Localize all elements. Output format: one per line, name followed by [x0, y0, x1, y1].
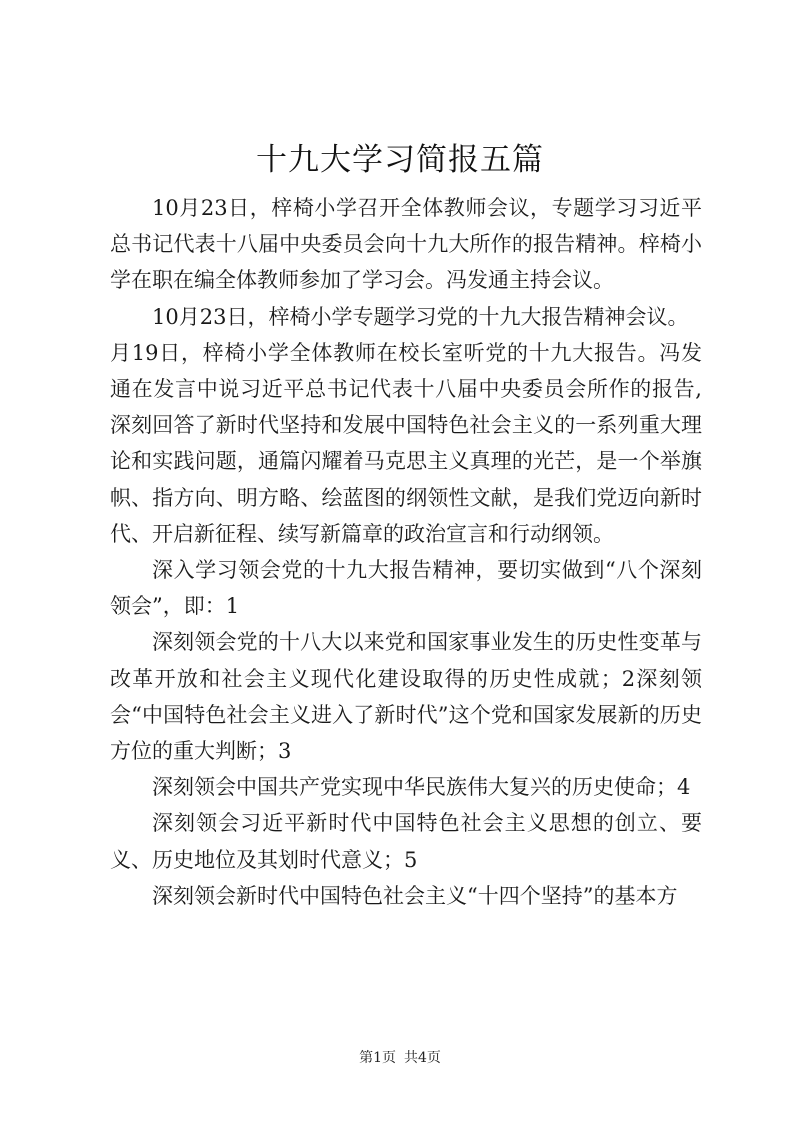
page-footer: [0, 1048, 800, 1068]
paragraph: 深刻领会党的十八大以来党和国家事业发生的历史性变革与改革开放和社会主义现代化建设取得的历史性成就；2深刻领会“中国特色社会主义进入了新时代”这个党和国家发展新的历史方位的重大判断；3: [110, 630, 702, 764]
paragraph: 月19日，梓椅小学全体教师在校长室听党的十九大报告。冯发通在发言中说习近平总书记代表十八届中央委员会所作的报告,深刻回答了新时代坚持和发展中国特色社会主义的一系列重大理论和实践问题，通篇闪耀着马克思主义真理的光芒，是一个举旗帜、指方向、明方略、绘蓝图的纲领性文献，是我们党迈向新时代、开启新征程、续写新篇章的政治宣言和行动纲领。: [110, 340, 702, 546]
page-number: 第1页: [359, 1050, 396, 1066]
paragraph: 10月23日，梓椅小学专题学习党的十九大报告精神会议。: [152, 304, 689, 329]
paragraph: 深入学习领会党的十九大报告精神，要切实做到“八个深刻领会”，即：1: [110, 558, 702, 619]
page-total: 共4页: [404, 1050, 441, 1066]
paragraph: 深刻领会中国共产党实现中华民族伟大复兴的历史使命；4: [152, 775, 691, 800]
document-body: [110, 190, 702, 914]
paragraph: 10月23日，梓椅小学召开全体教师会议，专题学习习近平总书记代表十八届中央委员会向十九大所作的报告精神。梓椅小学在职在编全体教师参加了学习会。冯发通主持会议。: [110, 196, 702, 293]
document-title: 十九大学习简报五篇: [256, 142, 544, 178]
paragraph: 深刻领会新时代中国特色社会主义“十四个坚持”的基本方: [152, 883, 678, 908]
paragraph: 深刻领会习近平新时代中国特色社会主义思想的创立、要义、历史地位及其划时代意义；5: [110, 811, 702, 872]
